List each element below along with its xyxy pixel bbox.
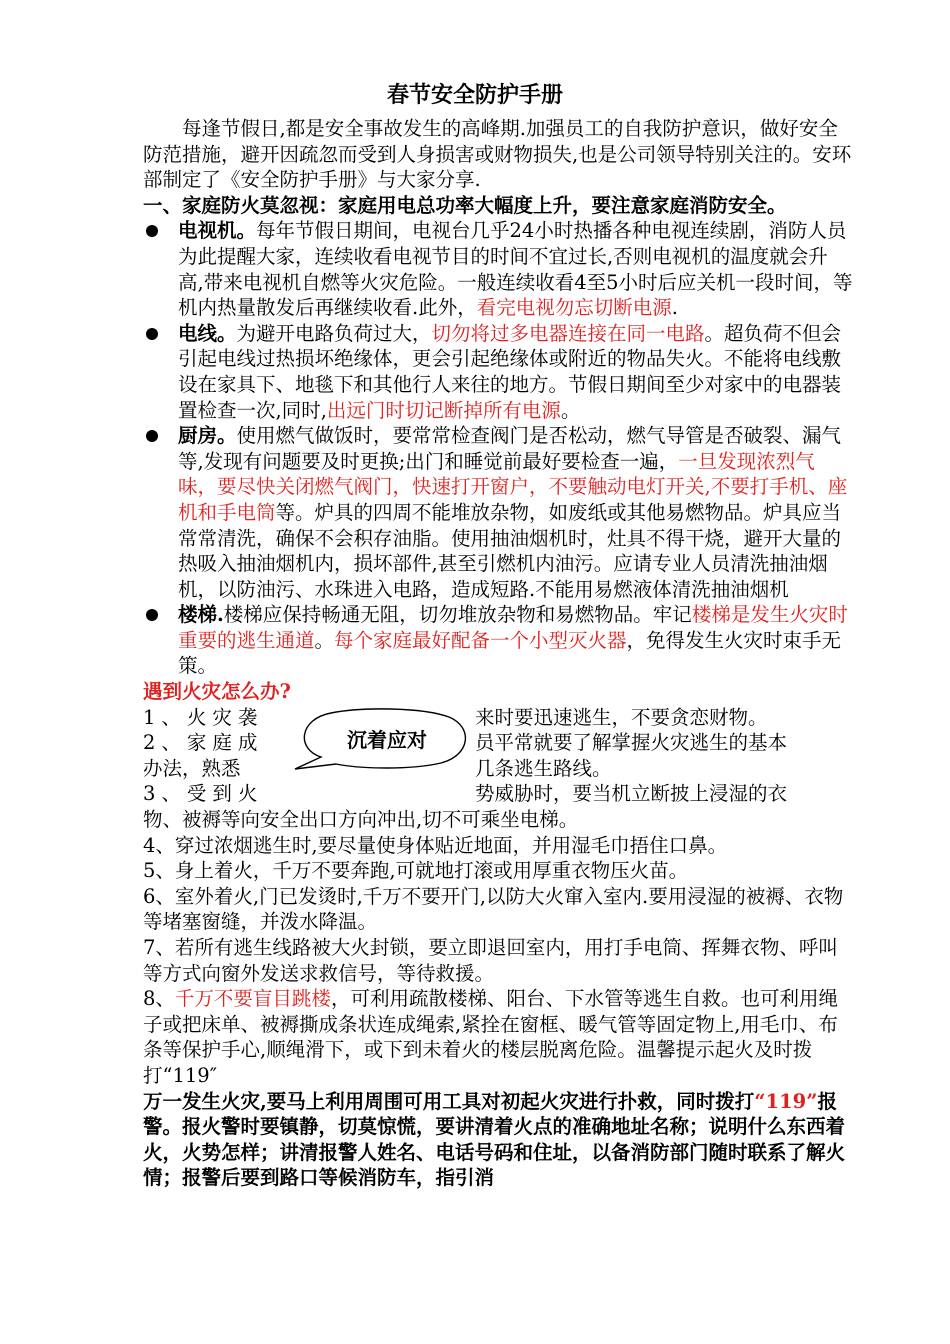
- list-item: [143, 423, 853, 602]
- bullet-label: 楼梯.: [178, 603, 224, 627]
- split-left-text: 1、火灾袭: [143, 705, 264, 729]
- bubble-text: 沉着应对: [347, 727, 427, 752]
- fire-section-heading: 遇到火灾怎么办?: [143, 680, 291, 704]
- bullet-dot-icon: [146, 609, 158, 621]
- split-row: [143, 705, 853, 731]
- split-left-text: 3、受到火: [143, 782, 264, 806]
- split-text-block: [143, 705, 853, 807]
- fire-item: 4、穿过浓烟逃生时,要尽量使身体贴近地面，并用湿毛巾捂住口鼻。: [143, 833, 728, 857]
- list-item: [143, 602, 853, 679]
- bullet-label: 电视机。: [178, 219, 257, 243]
- document-body: [143, 116, 853, 1191]
- split-row: [143, 781, 853, 807]
- fire-item: [143, 986, 853, 1088]
- bullet-text: ，免得发生火灾时束手无策。: [178, 628, 842, 678]
- bullet-dot-icon: [146, 328, 158, 340]
- list-item: [143, 218, 853, 320]
- bullet-text: 。: [560, 398, 581, 422]
- split-right-text: 来时要迅速逃生，不要贪恋财物。: [475, 705, 768, 729]
- bullet-warning: 每个家庭最好配备一个小型灭火器: [334, 628, 627, 652]
- bullet-text: .: [671, 296, 678, 320]
- bullet-text: 楼梯应保持畅通无阻，切勿堆放杂物和易燃物品。牢记: [223, 603, 692, 627]
- split-right-text: 几条逃生路线。: [475, 756, 612, 780]
- page-title: 春节安全防护手册: [386, 82, 563, 108]
- bullet-label: 电线。: [178, 321, 237, 345]
- list-item: [143, 321, 853, 423]
- bullet-list: [143, 218, 853, 679]
- fire-item: 6、室外着火,门已发烫时,千万不要开门,以防大火窜入室内.要用浸湿的被褥、衣物等堵塞窗缝，并泼水降温。: [143, 884, 844, 934]
- closing-paragraph: [143, 1089, 853, 1191]
- bullet-text: 。超负荷不但会引起电线过热损坏绝缘体，更会引起绝缘体或附近的物品失火。不能将电线敷设在家具下、地毯下和其他行人来往的地方。节假日期间至少对家中的电器装置检查一次,同时,: [178, 321, 842, 422]
- intro-paragraph: 每逢节假日,都是安全事故发生的高峰期.加强员工的自我防护意识，做好安全防范措施，避开因疏忽而受到人身损害或财物损失,也是公司领导特别关注的。安环部制定了《安全防护手册》与大家分享.: [143, 117, 852, 192]
- bullet-text: 等。炉具的四周不能堆放杂物，如废纸或其他易燃物品。炉具应当常常清洗，确保不会积存油脂。使用抽油烟机时，灶具不得干烧，避开大量的热吸入抽油烟机内，损坏部件,甚至引燃机内油污。应请专业人员清洗抽油烟机，以防油污、水珠进入电路，造成短路.不能用易燃液体清洗抽油烟机: [178, 500, 842, 601]
- bullet-warning: 楼梯是发生火灾时重要的逃生通道: [178, 603, 848, 652]
- bullet-warning: 出远门时切记断掉所有电源: [326, 398, 561, 422]
- closing-text: 万一发生火灾,要马上利用周围可用工具对初起火灾进行扑救，同时拨打: [143, 1089, 755, 1113]
- fire-item: 5、身上着火，千万不要奔跑,可就地打滚或用厚重衣物压火苗。: [143, 859, 689, 883]
- bullet-warning: 切勿将过多电器连接在同一电路: [431, 321, 705, 345]
- item-warning: 千万不要盲目跳楼: [174, 987, 331, 1011]
- fire-item: 7、若所有逃生线路被大火封锁，要立即退回室内，用打手电筒、挥舞衣物、呼叫等方式向窗外发送求救信号，等待救援。: [143, 936, 838, 985]
- bullet-text: 使用燃气做饭时，要常常检查阀门是否松动，燃气导管是否破裂、漏气等,发现有问题要及时更换;出门和睡觉前最好要检查一遍，: [178, 424, 842, 473]
- split-right-text: 势威胁时，要当机立断披上浸湿的衣: [475, 782, 788, 806]
- bullet-text: 。: [314, 628, 335, 652]
- closing-text: 报警。报火警时要镇静，切莫惊慌，要讲清着火点的准确地址名称；说明什么东西着火，火势怎样；讲清报警人姓名、电话号码和住址，以备消防部门随时联系了解火情；报警后要到路口等候消防车，指引消: [143, 1089, 846, 1190]
- bullet-dot-icon: [146, 225, 158, 237]
- bullet-text: 为避开电路负荷过大，: [236, 321, 432, 345]
- bullet-label: 厨房。: [178, 424, 237, 448]
- fire-item: 物、被褥等向安全出口方向冲出,切不可乘坐电梯。: [143, 808, 579, 832]
- speech-bubble: [291, 707, 471, 773]
- bullet-warning: 看完电视勿忘切断电源: [476, 296, 672, 320]
- split-row: [143, 756, 853, 782]
- split-row: [143, 730, 853, 756]
- split-right-text: 员平常就要了解掌握火灾逃生的基本: [475, 731, 788, 755]
- bullet-dot-icon: [146, 430, 158, 442]
- item-number: 8、: [143, 987, 175, 1011]
- bullet-text: 每年节假日期间，电视台几乎24小时热播各种电视连续剧，消防人员为此提醒大家，连续收看电视节目的时间不宜过长,否则电视机的温度就会升高,带来电视机自燃等火灾危险。一般连续收看4至5小时后应关机一段时间，等机内热量散发后再继续收看.此外，: [178, 219, 853, 320]
- emergency-number: “119”: [754, 1089, 818, 1113]
- split-left-text: 2、家庭成: [143, 731, 264, 755]
- split-left-text: 办法，熟悉: [143, 756, 241, 780]
- bullet-warning: 一旦发现浓烈气味，要尽快关闭燃气阀门，快速打开窗户，不要触动电灯开关,不要打手机、座机和手电筒: [178, 449, 848, 524]
- section-heading: 一、家庭防火莫忽视：家庭用电总功率大幅度上升，要注意家庭消防安全。: [143, 193, 787, 217]
- item-text: ，可利用疏散楼梯、阳台、下水管等逃生自救。也可利用绳子或把床单、被褥撕成条状连成绳索,紧拴在窗框、暖气管等固定物上,用毛巾、布条等保护手心,顺绳滑下，或下到未着火的楼层脱离危险。温馨提示起火及时拨打“119″: [143, 987, 838, 1087]
